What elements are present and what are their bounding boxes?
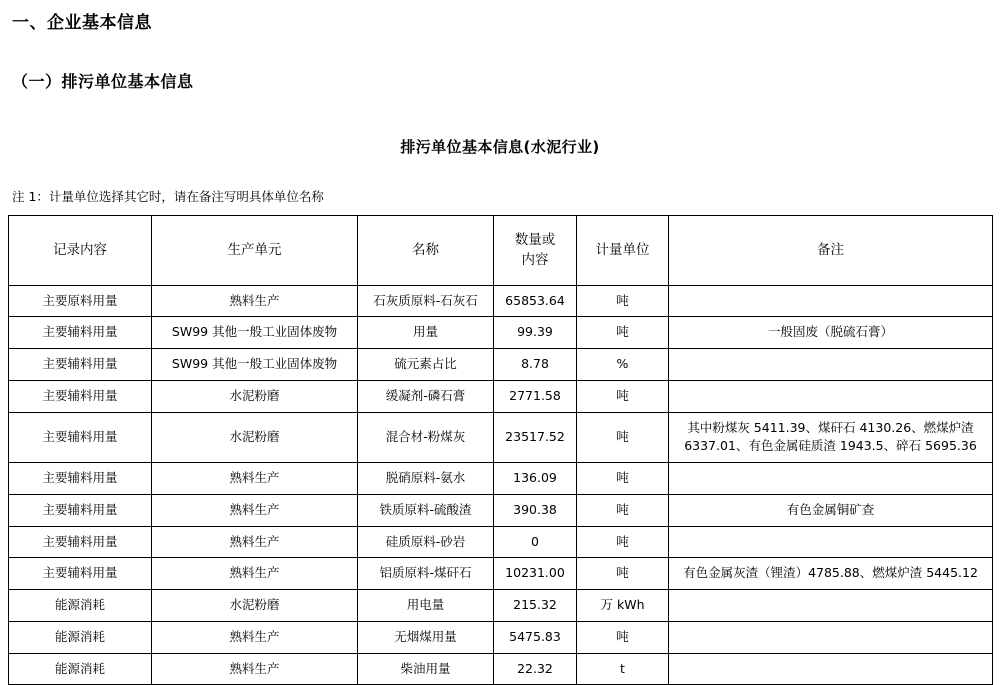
cell-production-unit: 水泥粉磨	[152, 590, 358, 622]
table-header-row	[9, 216, 993, 286]
column-header-value: 数量或 内容	[494, 216, 577, 286]
cell-value: 0	[494, 526, 577, 558]
column-header-name: 名称	[358, 216, 494, 286]
cell-measure-unit: 吨	[577, 285, 669, 317]
cell-remark	[669, 463, 993, 495]
cell-remark	[669, 349, 993, 381]
cell-production-unit: SW99 其他一般工业固体废物	[152, 349, 358, 381]
table-row	[9, 349, 993, 381]
table-row	[9, 526, 993, 558]
cell-content: 主要辅料用量	[9, 349, 152, 381]
cell-remark	[669, 590, 993, 622]
cell-measure-unit: 吨	[577, 558, 669, 590]
cell-measure-unit: 吨	[577, 526, 669, 558]
cell-value: 99.39	[494, 317, 577, 349]
column-header-production-unit: 生产单元	[152, 216, 358, 286]
cell-remark	[669, 380, 993, 412]
cell-content: 能源消耗	[9, 621, 152, 653]
cell-remark: 有色金属灰渣（锂渣）4785.88、燃煤炉渣 5445.12	[669, 558, 993, 590]
cell-value: 5475.83	[494, 621, 577, 653]
cell-production-unit: 熟料生产	[152, 621, 358, 653]
cell-name: 混合材-粉煤灰	[358, 412, 494, 463]
cell-name: 用量	[358, 317, 494, 349]
cell-production-unit: 熟料生产	[152, 285, 358, 317]
cell-content: 主要辅料用量	[9, 558, 152, 590]
table-row	[9, 380, 993, 412]
table-row	[9, 653, 993, 685]
cell-measure-unit: 吨	[577, 621, 669, 653]
cell-value: 23517.52	[494, 412, 577, 463]
cell-production-unit: 熟料生产	[152, 463, 358, 495]
cell-value: 390.38	[494, 494, 577, 526]
cell-content: 主要辅料用量	[9, 380, 152, 412]
page-title: 一、企业基本信息	[12, 13, 152, 33]
column-header-content: 记录内容	[9, 216, 152, 286]
table-row	[9, 463, 993, 495]
cell-production-unit: 水泥粉磨	[152, 412, 358, 463]
cell-remark: 一般固废（脱硫石膏）	[669, 317, 993, 349]
cell-name: 铝质原料-煤矸石	[358, 558, 494, 590]
cell-measure-unit: 吨	[577, 380, 669, 412]
cell-remark	[669, 526, 993, 558]
cell-content: 主要辅料用量	[9, 526, 152, 558]
table-note: 注 1：计量单位选择其它时，请在备注写明具体单位名称	[12, 189, 324, 204]
cell-production-unit: 熟料生产	[152, 494, 358, 526]
cell-measure-unit: t	[577, 653, 669, 685]
cell-production-unit: 熟料生产	[152, 558, 358, 590]
cell-remark	[669, 621, 993, 653]
table-row	[9, 285, 993, 317]
table-row	[9, 317, 993, 349]
cell-production-unit: 熟料生产	[152, 526, 358, 558]
table-title: 排污单位基本信息(水泥行业)	[400, 138, 600, 156]
cell-measure-unit: 吨	[577, 317, 669, 349]
cell-measure-unit: 吨	[577, 494, 669, 526]
table-row	[9, 621, 993, 653]
subsection-title: （一）排污单位基本信息	[12, 72, 194, 91]
cell-content: 主要辅料用量	[9, 317, 152, 349]
cell-measure-unit: 吨	[577, 463, 669, 495]
cell-content: 主要辅料用量	[9, 494, 152, 526]
cell-measure-unit: 万 kWh	[577, 590, 669, 622]
cell-name: 用电量	[358, 590, 494, 622]
cell-remark	[669, 285, 993, 317]
cell-production-unit: 水泥粉磨	[152, 380, 358, 412]
cell-value: 215.32	[494, 590, 577, 622]
cell-content: 主要辅料用量	[9, 463, 152, 495]
cell-name: 铁质原料-硫酸渣	[358, 494, 494, 526]
cell-value: 10231.00	[494, 558, 577, 590]
cell-measure-unit: 吨	[577, 412, 669, 463]
table-row	[9, 412, 993, 463]
cell-remark	[669, 653, 993, 685]
cell-value: 8.78	[494, 349, 577, 381]
cell-name: 硅质原料-砂岩	[358, 526, 494, 558]
basic-info-table	[8, 215, 993, 685]
table-row	[9, 558, 993, 590]
cell-content: 能源消耗	[9, 653, 152, 685]
cell-measure-unit: %	[577, 349, 669, 381]
cell-content: 能源消耗	[9, 590, 152, 622]
table-row	[9, 494, 993, 526]
cell-name: 石灰质原料-石灰石	[358, 285, 494, 317]
table-row	[9, 590, 993, 622]
cell-name: 缓凝剂-磷石膏	[358, 380, 494, 412]
cell-production-unit: SW99 其他一般工业固体废物	[152, 317, 358, 349]
cell-production-unit: 熟料生产	[152, 653, 358, 685]
column-header-measure-unit: 计量单位	[577, 216, 669, 286]
cell-name: 硫元素占比	[358, 349, 494, 381]
column-header-remark: 备注	[669, 216, 993, 286]
cell-value: 22.32	[494, 653, 577, 685]
cell-remark: 有色金属铜矿查	[669, 494, 993, 526]
cell-name: 脱硝原料-氨水	[358, 463, 494, 495]
cell-value: 65853.64	[494, 285, 577, 317]
cell-value: 136.09	[494, 463, 577, 495]
cell-name: 无烟煤用量	[358, 621, 494, 653]
cell-name: 柴油用量	[358, 653, 494, 685]
cell-remark: 其中粉煤灰 5411.39、煤矸石 4130.26、燃煤炉渣 6337.01、有色金属硅质渣 1943.5、碎石 5695.36	[669, 412, 993, 463]
cell-content: 主要辅料用量	[9, 412, 152, 463]
cell-value: 2771.58	[494, 380, 577, 412]
document-page	[0, 8, 1000, 676]
cell-content: 主要原料用量	[9, 285, 152, 317]
